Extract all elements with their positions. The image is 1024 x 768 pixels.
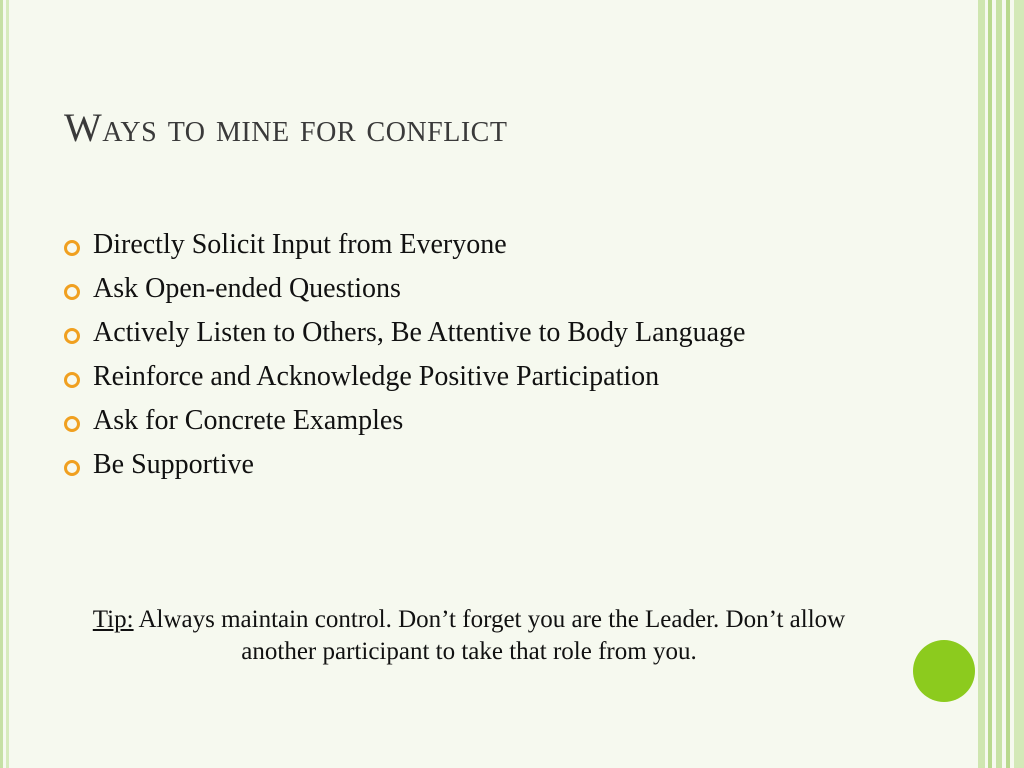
stripe: [1014, 0, 1024, 768]
bullet-item: [64, 316, 884, 350]
left-border-decoration: [0, 0, 10, 768]
bullet-item: [64, 228, 884, 262]
stripe: [996, 0, 1002, 768]
stripe: [978, 0, 985, 768]
tip-label: Tip:: [92, 606, 134, 633]
stripe: [988, 0, 992, 768]
hollow-circle-bullet-icon: [64, 460, 80, 476]
bullet-text: Ask Open-ended Questions: [93, 273, 401, 304]
hollow-circle-bullet-icon: [64, 416, 80, 432]
tip-paragraph: [54, 604, 884, 668]
bullet-item: [64, 360, 884, 394]
hollow-circle-bullet-icon: [64, 240, 80, 256]
stripe: [1006, 0, 1010, 768]
bullet-list: [64, 228, 884, 492]
bullet-text: Reinforce and Acknowledge Positive Participation: [93, 361, 660, 392]
bullet-text: Directly Solicit Input from Everyone: [93, 229, 507, 260]
tip-text: Always maintain control. Don’t forget you are the Leader. Don’t allow another participant to take that role from you.: [133, 606, 846, 665]
green-circle-icon: [913, 640, 975, 702]
bullet-text: Actively Listen to Others, Be Attentive to Body Language: [93, 317, 746, 348]
slide-title: Ways to mine for conflict: [64, 105, 508, 150]
bullet-item: [64, 404, 884, 438]
bullet-text: Be Supportive: [93, 449, 254, 480]
hollow-circle-bullet-icon: [64, 284, 80, 300]
hollow-circle-bullet-icon: [64, 328, 80, 344]
bullet-item: [64, 448, 884, 482]
bullet-item: [64, 272, 884, 306]
right-stripe-decoration: [978, 0, 1024, 768]
bullet-text: Ask for Concrete Examples: [93, 405, 404, 436]
hollow-circle-bullet-icon: [64, 372, 80, 388]
